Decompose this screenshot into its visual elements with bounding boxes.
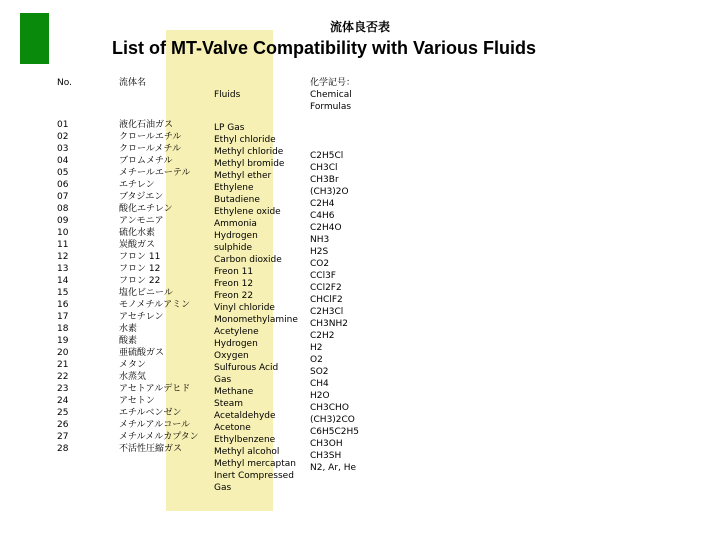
fluid-name-jp: メチールエーテル <box>119 168 191 178</box>
fluid-name-jp: ブロムメチル <box>119 156 173 166</box>
fluid-name-jp: 炭酸ガス <box>119 240 156 250</box>
chemical-formula: NH3 <box>310 235 330 245</box>
chemical-formula: SO2 <box>310 367 329 377</box>
fluid-name-jp: フロン 11 <box>119 252 161 262</box>
fluid-name-jp: 硫化水素 <box>119 228 156 238</box>
fluid-name-en: Inert Compressed <box>214 471 294 481</box>
fluid-name-en: Vinyl chloride <box>214 303 275 313</box>
chemical-formula: CH3Cl <box>310 163 338 173</box>
fluid-name-en: Gas <box>214 483 232 493</box>
chemical-formula: (CH3)2CO <box>310 415 355 425</box>
chemical-formula: CCl3F <box>310 271 336 281</box>
fluid-name-jp-list <box>119 119 199 455</box>
header-no: No. <box>57 78 72 88</box>
row-number: 15 <box>57 288 69 298</box>
chemical-formula-list <box>310 150 359 474</box>
row-number: 01 <box>57 120 69 130</box>
fluid-name-jp: エチレン <box>119 180 155 190</box>
fluid-name-en: Freon 22 <box>214 291 254 301</box>
title-japanese: 流体良否表 <box>329 20 390 34</box>
fluid-name-jp: メチルメルカプタン <box>119 432 199 442</box>
fluid-name-jp: クロールエチル <box>119 132 182 142</box>
fluid-name-en: Methyl bromide <box>214 159 285 169</box>
row-number: 09 <box>57 216 69 226</box>
fluid-name-en: Ethylbenzene <box>214 435 276 445</box>
row-number: 20 <box>57 348 69 358</box>
fluid-name-en: Methyl chloride <box>214 147 284 157</box>
chemical-formula: CCl2F2 <box>310 283 342 293</box>
chemical-formula: C2H4O <box>310 223 342 233</box>
chemical-formula: H2O <box>310 391 330 401</box>
chemical-formula: O2 <box>310 355 323 365</box>
fluid-name-jp: アセトアルデヒド <box>119 384 191 394</box>
fluid-name-en: Butadiene <box>214 195 260 205</box>
row-number: 24 <box>57 396 69 406</box>
row-number: 11 <box>57 240 69 250</box>
chemical-formula: C2H4 <box>310 199 335 209</box>
fluid-name-en: Sulfurous Acid <box>214 363 279 373</box>
fluid-name-en: Ammonia <box>214 219 257 229</box>
fluid-name-en: Oxygen <box>214 351 249 361</box>
fluid-name-en: Methyl mercaptan <box>214 459 296 469</box>
fluid-name-jp: 水蒸気 <box>119 372 147 382</box>
fluid-name-en: Hydrogen <box>214 339 258 349</box>
fluid-name-en: Methyl ether <box>214 171 272 181</box>
chemical-formula: CHClF2 <box>310 295 343 305</box>
row-number: 22 <box>57 372 69 382</box>
fluid-name-en: Ethylene <box>214 183 254 193</box>
fluid-name-jp: 酸素 <box>119 336 138 346</box>
chemical-formula: C6H5C2H5 <box>310 427 360 437</box>
chemical-formula: CH3Br <box>310 175 339 185</box>
row-number: 25 <box>57 408 69 418</box>
fluid-name-en: Acetone <box>214 423 251 433</box>
chemical-formula: CH3OH <box>310 439 343 449</box>
row-number: 23 <box>57 384 69 394</box>
fluid-name-en: Methyl alcohol <box>214 447 280 457</box>
row-number: 14 <box>57 276 69 286</box>
row-number: 19 <box>57 336 69 346</box>
fluid-name-jp: メタン <box>119 360 147 370</box>
fluid-name-en: Acetylene <box>214 327 259 337</box>
chemical-formula: CH3SH <box>310 451 342 461</box>
fluid-name-jp: 亜硫酸ガス <box>119 348 165 358</box>
row-number: 08 <box>57 204 69 214</box>
fluid-name-en: Steam <box>214 399 244 409</box>
row-number: 03 <box>57 144 69 154</box>
chemical-formula: CH4 <box>310 379 329 389</box>
fluid-name-jp: アンモニア <box>119 216 164 226</box>
fluid-name-jp: 酸化エチレン <box>119 204 173 214</box>
chemical-formula: H2S <box>310 247 329 257</box>
fluid-name-en: Gas <box>214 375 232 385</box>
fluid-name-en: Methane <box>214 387 254 397</box>
page-title: List of MT-Valve Compatibility with Various Fluids <box>111 38 537 58</box>
chemical-formula: N2, Ar, He <box>310 463 357 473</box>
fluid-name-jp: アセチレン <box>119 312 164 322</box>
row-number: 12 <box>57 252 69 262</box>
row-number: 13 <box>57 264 69 274</box>
fluid-name-jp: フロン 22 <box>119 276 161 286</box>
fluid-name-en: Ethylene oxide <box>214 207 281 217</box>
fluid-name-jp: アセトン <box>119 396 155 406</box>
fluid-name-en: sulphide <box>214 243 253 253</box>
row-number: 04 <box>57 156 69 166</box>
row-number: 06 <box>57 180 69 190</box>
row-number: 21 <box>57 360 69 370</box>
fluid-name-en: Monomethylamine <box>214 315 298 325</box>
row-number: 26 <box>57 420 69 430</box>
chemical-formula: C2H2 <box>310 331 335 341</box>
row-number: 16 <box>57 300 69 310</box>
fluid-name-en: Freon 12 <box>214 279 254 289</box>
fluid-name-en: Ethyl chloride <box>214 135 276 145</box>
row-number: 05 <box>57 168 69 178</box>
fluid-name-en: Hydrogen <box>214 231 258 241</box>
fluid-name-jp: エチルベンゼン <box>119 408 182 418</box>
fluid-name-en: Freon 11 <box>214 267 254 277</box>
fluid-name-en-list <box>214 122 298 494</box>
row-number: 17 <box>57 312 69 322</box>
header-formula-en-2: Formulas <box>310 102 352 112</box>
fluid-name-jp: ブタジエン <box>119 192 164 202</box>
fluid-name-jp: メチルアルコール <box>119 420 191 430</box>
row-number: 02 <box>57 132 69 142</box>
fluid-name-jp: クロールメチル <box>119 144 182 154</box>
row-number: 07 <box>57 192 69 202</box>
fluid-name-jp: フロン 12 <box>119 264 161 274</box>
row-number: 27 <box>57 432 69 442</box>
header-fluids: Fluids <box>214 90 241 100</box>
chemical-formula: CH3NH2 <box>310 319 349 329</box>
chemical-formula: C2H5Cl <box>310 151 344 161</box>
row-number: 18 <box>57 324 69 334</box>
header-fluid-name-jp: 流体名 <box>119 78 147 88</box>
row-number: 28 <box>57 444 69 454</box>
fluid-name-jp: 液化石油ガス <box>119 120 174 130</box>
fluid-name-jp: モノメチルアミン <box>119 300 191 310</box>
fluid-name-jp: 不活性圧縮ガス <box>119 444 183 454</box>
fluid-name-jp: 塩化ビニール <box>119 288 173 298</box>
number-list <box>57 119 68 455</box>
chemical-formula: (CH3)2O <box>310 187 349 197</box>
chemical-formula: CH3CHO <box>310 403 349 413</box>
row-number: 10 <box>57 228 69 238</box>
fluid-name-en: LP Gas <box>214 123 245 133</box>
header-formula-jp: 化学記号： <box>310 78 356 88</box>
chemical-formula: CO2 <box>310 259 330 269</box>
fluid-name-en: Carbon dioxide <box>214 255 282 265</box>
fluid-name-jp: 水素 <box>119 324 138 334</box>
fluid-name-en: Acetaldehyde <box>214 411 276 421</box>
chemical-formula: H2 <box>310 343 323 353</box>
chemical-formula: C2H3Cl <box>310 307 344 317</box>
header-formula-en-1: Chemical <box>310 90 352 100</box>
chemical-formula: C4H6 <box>310 211 335 221</box>
